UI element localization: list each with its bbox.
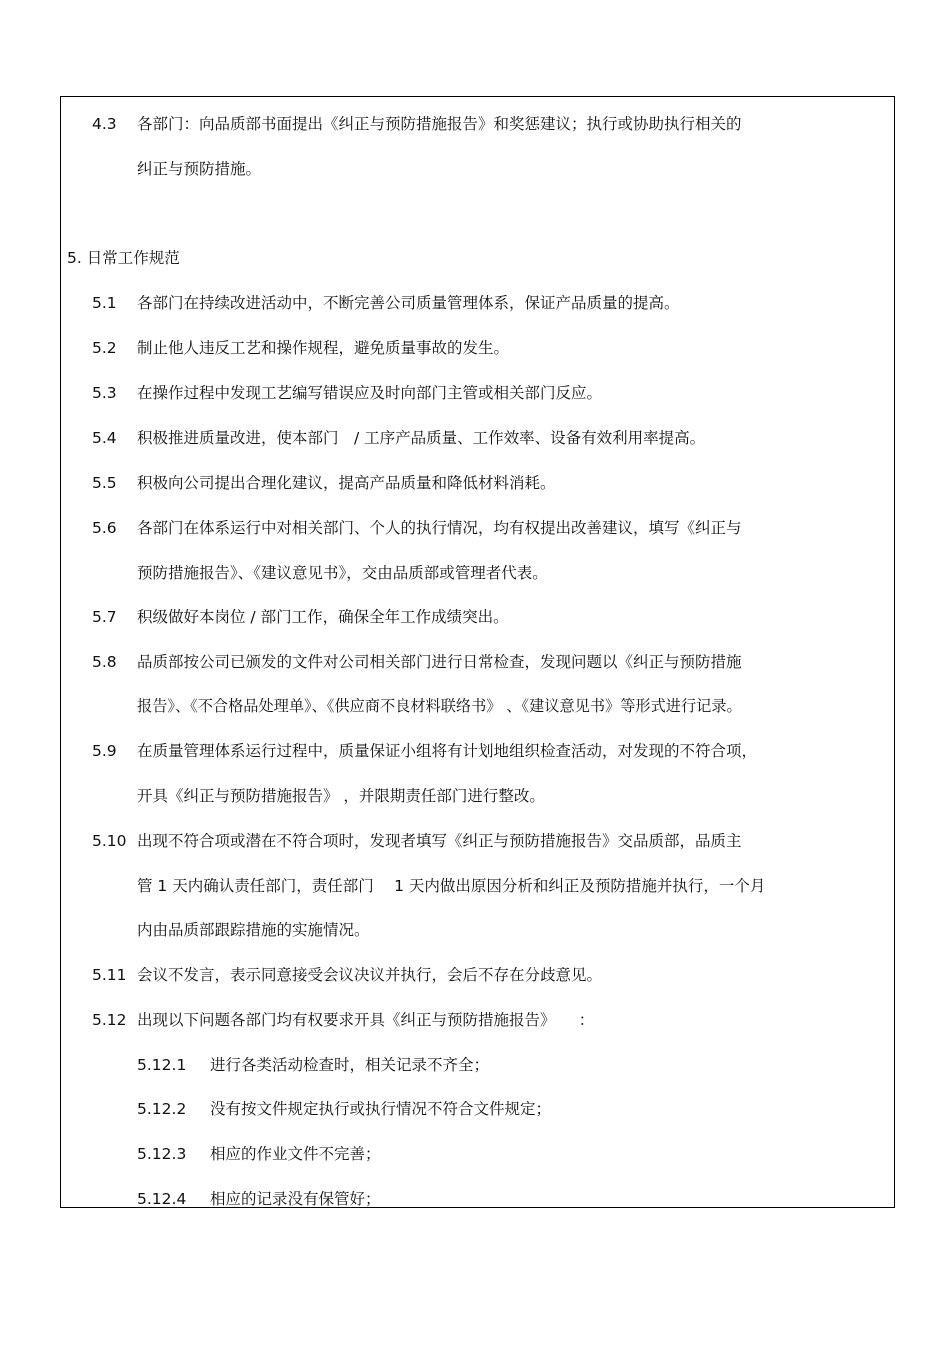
item-text: 在操作过程中发现工艺编写错误应及时向部门主管或相关部门反应。 xyxy=(137,384,603,402)
item-text: 出现不符合项或潜在不符合项时，发现者填写《纠正与预防措施报告》交品质部，品质主 xyxy=(137,832,742,850)
subitem-text: 没有按文件规定执行或执行情况不符合文件规定； xyxy=(210,1100,552,1118)
item-number: 5.3 xyxy=(92,384,117,402)
subitem-text: 进行各类活动检查时，相关记录不齐全； xyxy=(210,1056,490,1074)
item-text: 积极向公司提出合理化建议，提高产品质量和降低材料消耗。 xyxy=(137,474,556,492)
item-text: 品质部按公司已颁发的文件对公司相关部门进行日常检查，发现问题以《纠正与预防措施 xyxy=(137,653,742,671)
item-text: 管 1 天内确认责任部门，责任部门 1 天内做出原因分析和纠正及预防措施并执行，一个月 xyxy=(137,877,766,895)
item-text: 出现以下问题各部门均有权要求开具《纠正与预防措施报告》 ： xyxy=(137,1011,595,1029)
item-number: 5.7 xyxy=(92,608,117,626)
item-number: 5.10 xyxy=(92,832,127,850)
item-number: 5.1 xyxy=(92,294,117,312)
subitem-text: 相应的记录没有保管好； xyxy=(210,1190,381,1208)
item-number: 5.8 xyxy=(92,653,117,671)
item-text: 制止他人违反工艺和操作规程，避免质量事故的发生。 xyxy=(137,339,510,357)
item-number: 5.12 xyxy=(92,1011,127,1029)
item-number: 4.3 xyxy=(92,115,117,133)
subitem-number: 5.12.1 xyxy=(137,1056,187,1074)
subitem-number: 5.12.3 xyxy=(137,1145,187,1163)
item-text: 各部门：向品质部书面提出《纠正与预防措施报告》和奖惩建议；执行或协助执行相关的 xyxy=(137,115,742,133)
item-text: 预防措施报告》、《建议意见书》，交由品质部或管理者代表。 xyxy=(137,564,548,582)
item-text: 开具《纠正与预防措施报告》 ，并限期责任部门进行整改。 xyxy=(137,787,545,805)
subitem-number: 5.12.4 xyxy=(137,1190,187,1208)
item-text: 在质量管理体系运行过程中，质量保证小组将有计划地组织检查活动，对发现的不符合项， xyxy=(137,742,758,760)
item-text: 各部门在体系运行中对相关部门、个人的执行情况，均有权提出改善建议，填写《纠正与 xyxy=(137,519,742,537)
section-heading: 5. 日常工作规范 xyxy=(67,249,180,267)
subitem-text: 相应的作业文件不完善； xyxy=(210,1145,381,1163)
item-number: 5.5 xyxy=(92,474,117,492)
item-number: 5.6 xyxy=(92,519,117,537)
item-text: 各部门在持续改进活动中，不断完善公司质量管理体系，保证产品质量的提高。 xyxy=(137,294,680,312)
item-number: 5.9 xyxy=(92,742,117,760)
item-text: 积极推进质量改进，使本部门 / 工序产品质量、工作效率、设备有效利用率提高。 xyxy=(137,429,706,447)
subitem-number: 5.12.2 xyxy=(137,1100,187,1118)
item-text: 纠正与预防措施。 xyxy=(137,160,262,178)
item-text: 会议不发言，表示同意接受会议决议并执行，会后不存在分歧意见。 xyxy=(137,966,603,984)
item-number: 5.11 xyxy=(92,966,127,984)
item-number: 5.4 xyxy=(92,429,117,447)
item-text: 报告》、《不合格品处理单》、《供应商不良材料联络书》 、《建议意见书》等形式进行记录。 xyxy=(137,697,742,715)
item-number: 5.2 xyxy=(92,339,117,357)
item-text: 积级做好本岗位 / 部门工作，确保全年工作成绩突出。 xyxy=(137,608,509,626)
item-text: 内由品质部跟踪措施的实施情况。 xyxy=(137,921,370,939)
